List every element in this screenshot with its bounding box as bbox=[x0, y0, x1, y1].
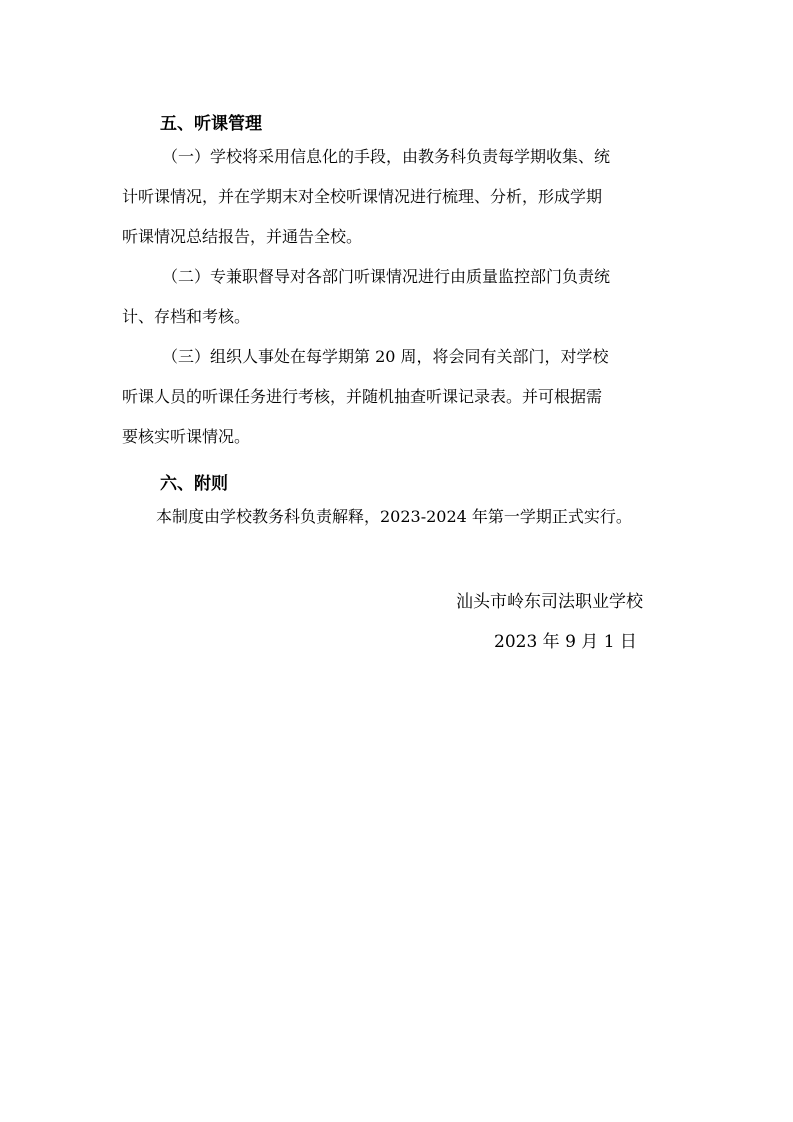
signature-organization: 汕头市岭东司法职业学校 bbox=[456, 592, 643, 612]
paragraph-line: 要核实听课情况。 bbox=[122, 427, 251, 446]
paragraph-line: 本制度由学校教务科负责解释，2023-2024 年第一学期正式实行。 bbox=[156, 507, 632, 526]
paragraph-line: （三）组织人事处在每学期第 20 周，将会同有关部门，对学校 bbox=[162, 347, 609, 366]
paragraph-line: （一）学校将采用信息化的手段，由教务科负责每学期收集、统 bbox=[162, 147, 611, 166]
document-body bbox=[122, 104, 674, 544]
paragraph-2 bbox=[122, 264, 674, 344]
paragraph-line: （二）专兼职督导对各部门听课情况进行由质量监控部门负责统 bbox=[162, 267, 611, 286]
paragraph-3 bbox=[122, 344, 674, 464]
signature-date: 2023 年 9 月 1 日 bbox=[494, 632, 637, 652]
section-heading-lecture-management: 五、听课管理 bbox=[160, 114, 262, 134]
paragraph-line: 听课情况总结报告，并通告全校。 bbox=[122, 227, 363, 246]
paragraph-line: 计、存档和考核。 bbox=[122, 307, 251, 326]
paragraph-line: 计听课情况，并在学期末对全校听课情况进行梳理、分析，形成学期 bbox=[122, 187, 603, 206]
paragraph-line: 听课人员的听课任务进行考核，并随机抽查听课记录表。并可根据需 bbox=[122, 387, 603, 406]
paragraph-4 bbox=[122, 504, 674, 544]
paragraph-1 bbox=[122, 144, 674, 264]
section-heading-supplementary: 六、附则 bbox=[160, 474, 228, 494]
